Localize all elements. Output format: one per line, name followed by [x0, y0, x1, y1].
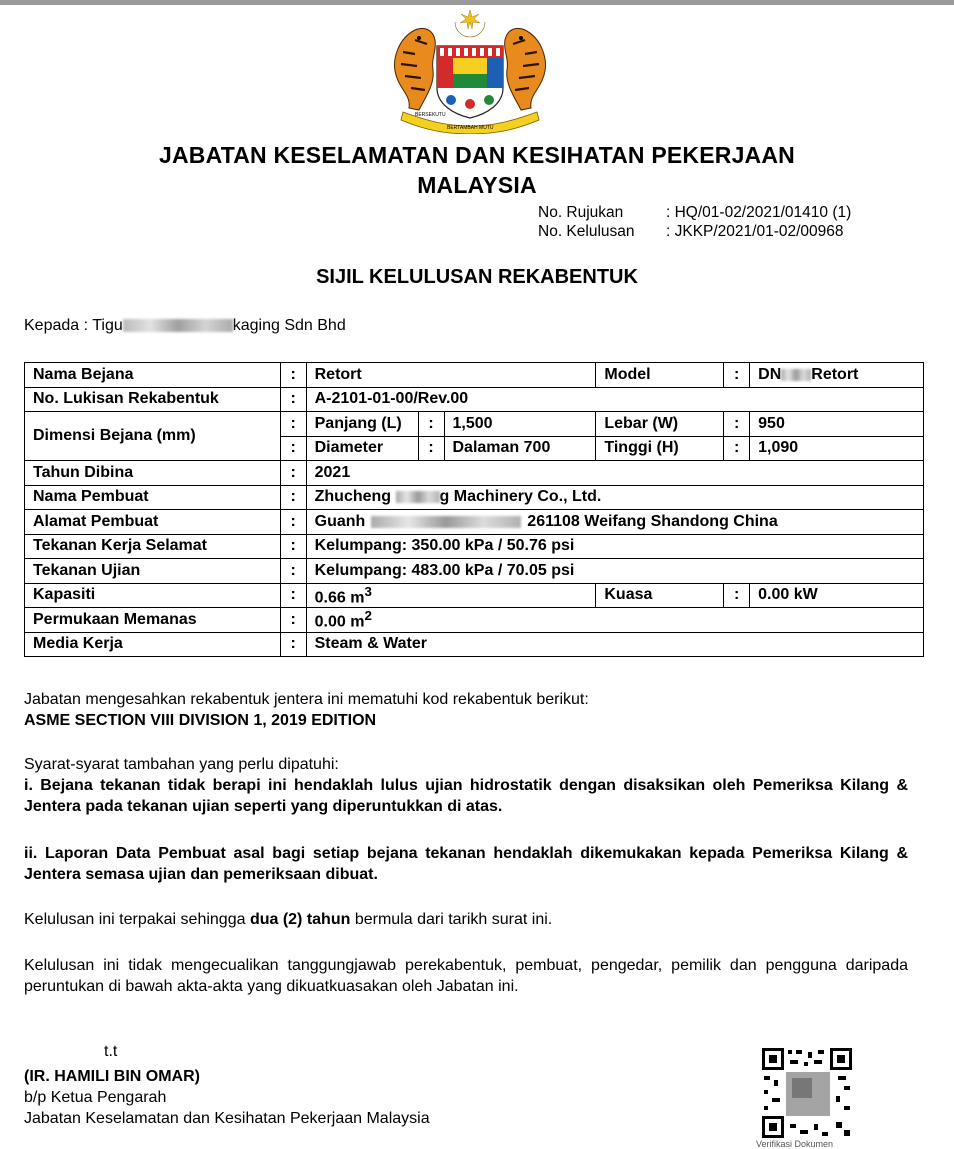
colon: : [280, 412, 306, 437]
signatory-role: b/p Ketua Pengarah [24, 1089, 167, 1106]
kelulusan-label: No. Kelulusan [538, 223, 635, 240]
condition-item-1: i. Bejana tekanan tidak berapi ini hendaklah lulus ujian hidrostatik dengan disaksikan oleh Pemeriksa Kilang & Jentera pada tekanan ujian seperti yang diperuntukkan di atas. [24, 777, 908, 815]
colon: : [418, 412, 444, 437]
certificate-title: SIJIL KELULUSAN REKABENTUK [316, 266, 638, 288]
colon: : [724, 363, 750, 388]
recipient-start: Tigu [92, 317, 123, 334]
signatory-name: (IR. HAMILI BIN OMAR) [24, 1068, 200, 1085]
table-row [25, 559, 924, 584]
model-label: Model [596, 363, 724, 388]
pembuat-start: Zhucheng [314, 488, 392, 506]
table-row [25, 534, 924, 559]
pembuat-label: Nama Pembuat [25, 485, 281, 510]
kapasiti-unit-exponent: 3 [364, 583, 372, 599]
recipient-prefix: Kepada : [24, 317, 93, 334]
motto-left: BERSEKUTU [415, 112, 446, 118]
recipient-line [24, 317, 346, 335]
colon: : [280, 387, 306, 412]
model-value [750, 363, 924, 388]
agency-name-line1: JABATAN KESELAMATAN DAN KESIHATAN PEKERJAAN [158, 142, 795, 168]
table-row [25, 510, 924, 535]
top-edge [0, 0, 954, 5]
rujukan-value: : HQ/01-02/2021/01410 (1) [666, 204, 852, 221]
colon: : [280, 608, 306, 633]
colon: : [280, 485, 306, 510]
media-label: Media Kerja [25, 632, 281, 657]
tekanan-kerja-label: Tekanan Kerja Selamat [25, 534, 281, 559]
disclaimer: Kelulusan ini tidak mengecualikan tanggungjawab perekabentuk, pembuat, pengedar, pemilik dan pengguna daripada peruntukan di bawah akta-akta yang dikuatkuasakan oleh Jabatan ini. [24, 957, 908, 995]
redacted-text [781, 369, 811, 381]
table-row [25, 412, 924, 437]
compliance-statement: Jabatan mengesahkan rekabentuk jentera ini mematuhi kod rekabentuk berikut: [24, 691, 589, 708]
table-row [25, 583, 924, 608]
permukaan-number: 0.00 m [314, 613, 365, 631]
diameter-label: Diameter [306, 436, 418, 461]
tahun-label: Tahun Dibina [25, 461, 281, 486]
signature-block [24, 1066, 430, 1129]
motto-right: BERTAMBAH MUTU [447, 125, 494, 131]
nama-bejana-value: Retort [306, 363, 596, 388]
tekanan-kerja-value: Kelumpang: 350.00 kPa / 50.76 psi [306, 534, 923, 559]
signatory-department: Jabatan Keselamatan dan Kesihatan Pekerjaan Malaysia [24, 1110, 430, 1127]
qr-caption: Verifikasi Dokumen [756, 1139, 834, 1149]
kuasa-label: Kuasa [596, 583, 724, 608]
validity-statement [24, 909, 908, 930]
permukaan-unit-exponent: 2 [364, 608, 372, 624]
table-row [25, 363, 924, 388]
kapasiti-value [306, 583, 596, 608]
redacted-text [123, 319, 233, 332]
media-value: Steam & Water [306, 632, 923, 657]
colon: : [280, 559, 306, 584]
coat-of-arms-logo [385, 8, 555, 134]
conditions-heading: Syarat-syarat tambahan yang perlu dipatuhi: [24, 756, 339, 773]
colon: : [280, 510, 306, 535]
vessel-spec-table [24, 362, 924, 657]
agency-name-line2: MALAYSIA [417, 172, 537, 198]
permukaan-value [306, 608, 923, 633]
kuasa-value: 0.00 kW [750, 583, 924, 608]
tekanan-ujian-value: Kelumpang: 483.00 kPa / 70.05 psi [306, 559, 923, 584]
pembuat-end: g Machinery Co., Ltd. [439, 488, 602, 506]
colon: : [724, 412, 750, 437]
lebar-label: Lebar (W) [596, 412, 724, 437]
panjang-value: 1,500 [444, 412, 596, 437]
kapasiti-label: Kapasiti [25, 583, 281, 608]
validity-text-a: Kelulusan ini terpakai sehingga [24, 911, 250, 928]
table-row [25, 387, 924, 412]
table-row [25, 461, 924, 486]
validity-text-c: bermula dari tarikh surat ini. [350, 911, 553, 928]
design-code: ASME SECTION VIII DIVISION 1, 2019 EDITION [24, 712, 377, 729]
lukisan-value: A-2101-01-00/Rev.00 [306, 387, 923, 412]
model-end: Retort [811, 365, 859, 383]
alamat-end: 261108 Weifang Shandong China [527, 512, 778, 530]
colon: : [724, 436, 750, 461]
kapasiti-number: 0.66 m [314, 588, 365, 606]
alamat-value [306, 510, 923, 535]
model-start: DN [758, 365, 782, 383]
tinggi-label: Tinggi (H) [596, 436, 724, 461]
colon: : [280, 534, 306, 559]
condition-item-2: ii. Laporan Data Pembuat asal bagi setiap bejana tekanan hendaklah dikemukakan kepada Pemeriksa Kilang & Jentera semasa ujian dan pemeriksaan dibuat. [24, 845, 908, 883]
nama-bejana-label: Nama Bejana [25, 363, 281, 388]
colon: : [280, 583, 306, 608]
colon: : [418, 436, 444, 461]
permukaan-label: Permukaan Memanas [25, 608, 281, 633]
recipient-end: kaging Sdn Bhd [232, 317, 346, 334]
lebar-value: 950 [750, 412, 924, 437]
redacted-text [396, 491, 440, 503]
validity-duration: dua (2) tahun [249, 911, 351, 928]
tahun-value: 2021 [306, 461, 923, 486]
table-row [25, 485, 924, 510]
pembuat-value [306, 485, 923, 510]
alamat-label: Alamat Pembuat [25, 510, 281, 535]
reference-block [538, 203, 851, 241]
colon: : [280, 363, 306, 388]
kelulusan-value: : JKKP/2021/01-02/00968 [666, 223, 844, 240]
verification-qr-code [760, 1046, 854, 1140]
tinggi-value: 1,090 [750, 436, 924, 461]
colon: : [724, 583, 750, 608]
colon: : [280, 461, 306, 486]
colon: : [280, 632, 306, 657]
lukisan-label: No. Lukisan Rekabentuk [25, 387, 281, 412]
tekanan-ujian-label: Tekanan Ujian [25, 559, 281, 584]
dimensi-label: Dimensi Bejana (mm) [25, 412, 281, 461]
diameter-value: Dalaman 700 [444, 436, 596, 461]
rujukan-label: No. Rujukan [538, 204, 624, 221]
colon: : [280, 436, 306, 461]
table-row [25, 632, 924, 657]
signature-mark: t.t [104, 1043, 118, 1060]
alamat-start: Guanh [314, 512, 366, 530]
panjang-label: Panjang (L) [306, 412, 418, 437]
redacted-text [371, 516, 521, 528]
table-row [25, 608, 924, 633]
